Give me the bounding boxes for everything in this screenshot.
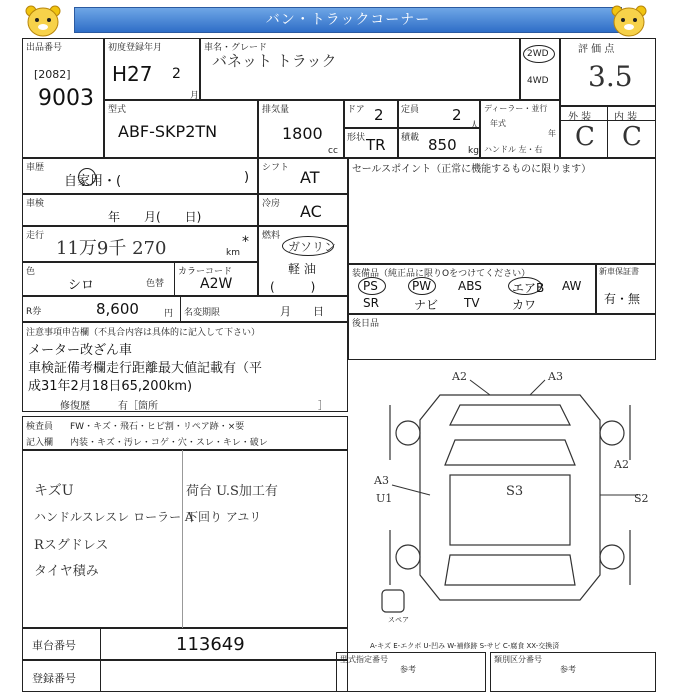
lot-sub: [2082]	[34, 68, 71, 81]
shift-value: AT	[300, 168, 320, 187]
bottom-box-1-label: 型式指定番号	[340, 655, 388, 664]
equip-tv: TV	[464, 296, 480, 310]
recycle-label: R券	[26, 307, 42, 317]
shape-label: 形状	[347, 133, 366, 143]
dealer-handle-label: ハンドル 左・右	[484, 145, 543, 154]
name-change-text: 月 日	[280, 305, 324, 318]
name-label: 車名・グレード	[204, 43, 268, 53]
color-code-label: カラーコード	[178, 267, 233, 277]
dealer-year-label: 年式	[490, 119, 506, 128]
recycle-divider	[180, 296, 181, 322]
bear-mascot-left-icon	[22, 4, 64, 38]
new-warranty-value: 有・無	[604, 292, 641, 306]
entry-label: 記入欄	[26, 438, 54, 448]
dealer-label: ディーラー・並行	[484, 104, 548, 113]
mileage-mark: *	[242, 234, 249, 250]
shift-label: シフト	[262, 163, 290, 173]
notes-line1: メーター改ざん車	[28, 343, 133, 358]
notes-line3: 成31年2月18日65,200km)	[28, 379, 193, 394]
new-warranty-label: 新車保証書	[599, 267, 639, 276]
int-label: 内 装	[614, 112, 638, 123]
drive-2wd: 2WD	[527, 49, 549, 59]
mark-s3-center: S3	[506, 484, 524, 499]
hand-line-2: ハンドルスレスレ ローラー A	[34, 510, 194, 524]
displacement-label: 排気量	[262, 105, 290, 115]
equip-aw: AW	[562, 279, 582, 293]
repair-label: 修復歴	[60, 401, 90, 412]
usage-close: )	[244, 170, 250, 185]
header-banner: バン・トラックコーナー	[74, 7, 622, 33]
equip-navi: ナビ	[414, 298, 439, 312]
displacement-value: 1800	[282, 124, 323, 143]
mark-a3-left: A3	[374, 474, 389, 487]
bottom-box-2-label: 類別区分番号	[494, 655, 542, 664]
int-value: C	[622, 122, 642, 152]
chassis-label: 車台番号	[32, 639, 76, 652]
inspector-label: 検査員	[26, 422, 54, 432]
inspection-label: 車検	[26, 199, 45, 209]
mark-a2-right: A2	[614, 458, 629, 471]
hand-right-1: 荷台 U.S加工有	[186, 484, 278, 499]
hand-right-2: 下回り アユリ	[186, 510, 262, 524]
displacement-unit: cc	[328, 146, 338, 156]
seat-cell	[348, 314, 656, 360]
seat-label: 後日品	[352, 319, 380, 329]
grade-value: 3.5	[588, 60, 633, 93]
registration-divider	[100, 660, 101, 692]
model-value: ABF-SKP2TN	[118, 122, 218, 141]
aircon-value: AC	[300, 202, 322, 221]
aircon-label: 冷房	[262, 199, 281, 209]
doors-label: ドア	[347, 105, 365, 115]
equip-leather: カワ	[512, 298, 537, 312]
hand-line-3: Rスグドレス	[34, 538, 109, 553]
dealer-year-unit: 年	[548, 129, 556, 138]
mark-a3-top: A3	[548, 370, 563, 383]
load-value: 850	[428, 136, 457, 154]
bear-mascot-right-icon	[608, 4, 650, 38]
equip-ps: PS	[363, 279, 378, 293]
fuel-other: 軽 油	[288, 262, 316, 276]
mark-s2-right: S2	[634, 492, 649, 505]
spare-label: スペア	[388, 616, 409, 624]
chassis-value: 113649	[176, 634, 245, 655]
mark-a2-top: A2	[452, 370, 467, 383]
lot-number: 9003	[38, 86, 94, 111]
hand-line-4: タイヤ積み	[34, 564, 99, 579]
first-reg-month: 2	[172, 66, 181, 82]
notes-line2: 車検証備考欄走行距離最大値記載有（平	[28, 361, 263, 376]
ext-value: C	[575, 122, 595, 152]
shape-value: TR	[366, 136, 386, 154]
equip-airbag: エアB	[512, 281, 545, 295]
fuel-selected: ガソリン	[288, 240, 337, 254]
equip-abs: ABS	[458, 279, 482, 293]
mileage-value: 11万9千 270	[56, 238, 167, 259]
grade-label: 評 価 点	[578, 44, 615, 55]
name-value: バネット トラック	[212, 52, 337, 70]
load-label: 積載	[401, 133, 420, 143]
load-unit: kg	[468, 146, 479, 156]
drive-4wd: 4WD	[527, 76, 549, 86]
color-code: A2W	[200, 276, 233, 292]
name-change-label: 名変期限	[184, 308, 221, 318]
ext-label: 外 装	[568, 112, 592, 123]
usage-label: 車歴	[26, 163, 45, 173]
handwritten-divider	[182, 450, 183, 628]
fuel-paren: ( )	[270, 280, 316, 294]
color-divider	[174, 262, 175, 296]
lot-label: 出品番号	[26, 43, 63, 53]
vehicle-damage-diagram	[370, 365, 660, 635]
color-label: 色	[26, 267, 36, 277]
notes-label: 注意事項申告欄（不具合内容は具体的に記入して下さい）	[26, 328, 261, 338]
usage-value: 自家用・(	[64, 174, 122, 189]
capacity-label: 定員	[401, 105, 420, 115]
chassis-divider	[100, 628, 101, 660]
equip-pw: PW	[412, 279, 432, 293]
color-value: シロ	[68, 278, 95, 293]
mileage-label: 走行	[26, 231, 45, 241]
inspector-items: FW・キズ・飛石・ヒビ割・リペア跡・×要	[70, 422, 245, 432]
bottom-box-3-label: 参考	[400, 665, 416, 674]
capacity-value: 2	[452, 106, 462, 124]
inspection-text: 年 月( 日)	[108, 210, 202, 224]
capacity-unit: 人	[470, 121, 480, 131]
bottom-box-4-label: 参考	[560, 665, 576, 674]
hand-line-1: キズU	[34, 483, 74, 499]
doors-value: 2	[374, 106, 384, 124]
equipment-label: 装備品（純正品に限りOをつけてください）	[352, 269, 531, 279]
recycle-value: 8,600	[96, 300, 139, 318]
fuel-label: 燃料	[262, 231, 281, 241]
registration-label: 登録番号	[32, 672, 76, 685]
equip-sr: SR	[363, 296, 379, 310]
usage-cell	[22, 158, 258, 194]
repair-text: 有［箇所	[118, 401, 158, 412]
entry-items: 内装・キズ・汚レ・コゲ・穴・スレ・キレ・破レ	[70, 438, 268, 448]
first-reg-label: 初度登録年月	[108, 43, 163, 53]
sales-label: セールスポイント（正常に機能するものに限ります）	[352, 164, 592, 175]
ext-int-divider	[607, 106, 608, 158]
first-reg-month-unit: 月	[190, 91, 200, 101]
repair-close: ］	[318, 401, 328, 412]
first-reg-era: H27	[112, 62, 153, 86]
mileage-unit: km	[226, 248, 240, 258]
damage-legend: A-キズ E-エクボ U-凹み W-補修跡 S-サビ C-腐食 XX-交換済	[370, 642, 560, 650]
model-label: 型式	[108, 105, 127, 115]
mark-u1-left: U1	[376, 492, 393, 505]
color-no-label: 色替	[146, 279, 165, 289]
recycle-unit: 円	[164, 309, 174, 319]
